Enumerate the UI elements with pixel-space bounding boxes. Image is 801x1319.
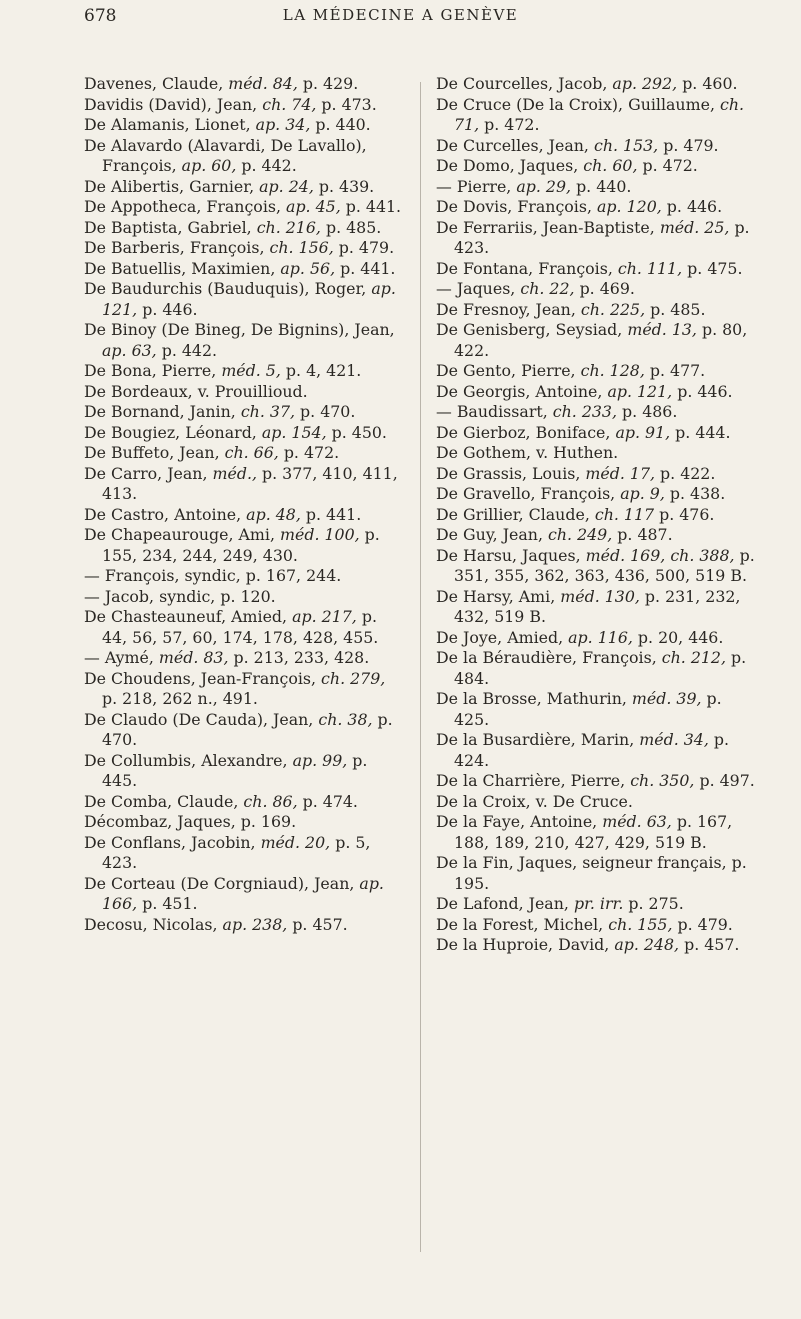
entry-reference: ap. 60,	[181, 156, 237, 175]
entry-text: De Gothem, v. Huthen.	[436, 443, 619, 462]
entry-reference: ch. 37,	[240, 402, 296, 421]
entry-reference: ch. 350,	[630, 771, 695, 790]
entry-text: De Castro, Antoine,	[84, 504, 247, 524]
entry-reference: méd.,	[212, 463, 257, 483]
entry-text: p. 475.	[682, 258, 743, 278]
entry-reference: ap. 116,	[568, 627, 633, 647]
entry-reference: ap. 292,	[612, 74, 678, 93]
index-entry	[84, 792, 404, 813]
entry-reference: ap. 154,	[261, 422, 327, 442]
entry-reference: ch. 71,	[454, 94, 745, 134]
entry-text: De Collumbis, Alexandre,	[84, 750, 293, 770]
entry-text: De Gento, Pierre,	[436, 361, 581, 380]
entry-text: p. 424.	[454, 730, 730, 770]
entry-reference: ch. 212,	[661, 648, 726, 667]
index-entry	[436, 505, 756, 526]
entry-reference: ch. 111,	[617, 258, 683, 278]
entry-text: p. 377, 410, 411, 413.	[102, 463, 398, 503]
entry-text: De Gierboz, Boniface,	[436, 422, 616, 442]
entry-reference: méd. 169, ch. 388,	[585, 545, 735, 565]
entry-text: De Ferrariis, Jean-Baptiste,	[436, 217, 660, 237]
entry-text: De Georgis, Antoine,	[436, 381, 608, 401]
index-entry	[436, 812, 756, 853]
entry-text: De Baudurchis (Bauduquis), Roger,	[84, 279, 372, 298]
entry-reference: ap. 121,	[102, 279, 396, 319]
entry-text: p. 5, 423.	[102, 832, 371, 872]
entry-reference: méd. 17,	[585, 463, 656, 483]
column-divider	[420, 82, 421, 1252]
entry-reference: ch. 249,	[548, 525, 613, 544]
entry-text: p. 438.	[664, 484, 726, 503]
entry-text: p. 351, 355, 362, 363, 436, 500, 519 B.	[454, 545, 755, 585]
index-entry	[84, 382, 404, 403]
entry-text: De Lafond, Jean,	[436, 894, 574, 913]
entry-reference: ap. 48,	[246, 504, 301, 524]
entry-text: De Grassis, Louis,	[436, 463, 586, 483]
entry-text: De Domo, Jaques,	[436, 156, 584, 175]
entry-text: p. 477.	[644, 361, 706, 380]
entry-text: p. 485.	[320, 217, 382, 237]
left-column	[84, 74, 404, 935]
entry-text: p. 472.	[479, 115, 540, 134]
entry-text: De Harsu, Jaques,	[436, 545, 586, 565]
entry-text: p. 80, 422.	[454, 320, 748, 360]
entry-reference: ap. 34,	[255, 115, 311, 134]
entry-reference: ch. 233,	[552, 402, 618, 421]
index-entry	[84, 259, 404, 280]
entry-text: De Barberis, François,	[84, 238, 270, 257]
entry-text: p. 479.	[672, 914, 733, 934]
entry-reference: ap. 24,	[259, 176, 314, 196]
entry-reference: ap. 91,	[615, 422, 671, 442]
entry-reference: méd. 5,	[221, 361, 281, 380]
entry-reference: ap. 56,	[280, 258, 336, 278]
entry-reference: ch. 128,	[580, 361, 645, 380]
entry-text: De la Brosse, Mathurin,	[436, 689, 632, 708]
entry-reference: ch. 86,	[243, 791, 298, 811]
entry-text: De Fresnoy, Jean,	[436, 299, 581, 319]
index-entry	[84, 566, 404, 587]
entry-text: p. 479.	[333, 238, 395, 257]
index-entry	[436, 320, 756, 361]
entry-text: De Bornand, Janin,	[84, 402, 241, 421]
index-entry	[436, 894, 756, 915]
entry-text: De Batuellis, Maximien,	[84, 258, 281, 278]
index-entry	[436, 218, 756, 259]
index-entry	[84, 136, 404, 177]
entry-text: p. 497.	[694, 771, 755, 790]
index-entry	[84, 74, 404, 95]
entry-text: De Claudo (De Cauda), Jean,	[84, 709, 319, 729]
entry-text: p. 476.	[654, 504, 715, 524]
entry-text: De Bordeaux, v. Prouillioud.	[84, 381, 308, 401]
page-number: 678	[84, 6, 117, 26]
index-entry	[84, 607, 404, 648]
entry-text: De Corteau (De Corgniaud), Jean,	[84, 873, 360, 893]
index-entry	[436, 382, 756, 403]
index-entry	[436, 361, 756, 382]
entry-text: p. 231, 232, 432, 519 B.	[454, 586, 741, 626]
index-entry	[436, 935, 756, 956]
entry-text: p. 460.	[677, 74, 738, 93]
entry-reference: ap. 217,	[292, 607, 357, 626]
entry-text: p. 479.	[658, 135, 719, 155]
index-entry	[436, 300, 756, 321]
entry-text: p. 457.	[287, 914, 348, 934]
entry-reference: ap. 9,	[620, 484, 665, 503]
index-entry	[84, 423, 404, 444]
entry-text: De Alavardo (Alavardi, De Lavallo), François,	[84, 135, 367, 175]
index-entry	[84, 197, 404, 218]
entry-text: p. 275.	[623, 894, 684, 913]
entry-reference: ap. 248,	[614, 935, 680, 954]
entry-text: p. 450.	[326, 422, 387, 442]
entry-text: De la Faye, Antoine,	[436, 812, 603, 831]
index-entry	[84, 177, 404, 198]
entry-text: p. 485.	[645, 299, 706, 319]
entry-text: p. 442.	[236, 156, 297, 175]
index-entry	[84, 525, 404, 566]
entry-text: p. 441.	[340, 197, 402, 216]
entry-text: p. 473.	[316, 94, 377, 114]
entry-text: De Binoy (De Bineg, De Bignins), Jean,	[84, 320, 395, 339]
entry-text: p. 486.	[617, 402, 678, 421]
entry-text: p. 446.	[661, 197, 723, 216]
index-entry	[84, 751, 404, 792]
index-entry	[84, 587, 404, 608]
entry-text: Davidis (David), Jean,	[84, 94, 263, 114]
index-entry	[84, 218, 404, 239]
entry-text: De Appotheca, François,	[84, 197, 287, 216]
index-entry	[84, 710, 404, 751]
index-entry	[436, 915, 756, 936]
entry-text: p. 441.	[300, 504, 362, 524]
entry-reference: ch. 156,	[269, 238, 334, 257]
index-entry	[84, 402, 404, 423]
entry-text: p. 469.	[574, 279, 635, 298]
index-entry	[436, 95, 756, 136]
entry-reference: ap. 166,	[102, 873, 384, 913]
entry-text: — Pierre,	[436, 176, 517, 196]
entry-text: — Aymé,	[84, 648, 159, 667]
entry-text: p. 20, 446.	[632, 627, 724, 647]
entry-reference: ch. 60,	[583, 156, 638, 175]
index-entry	[436, 546, 756, 587]
index-entry	[84, 279, 404, 320]
index-entry	[436, 484, 756, 505]
entry-text: De Chapeaurouge, Ami,	[84, 525, 280, 544]
entry-text: De la Fin, Jaques, seigneur français, p. 195.	[436, 853, 747, 893]
entry-reference: ch. 279,	[321, 668, 386, 688]
entry-reference: ap. 99,	[292, 750, 348, 770]
entry-text: Decosu, Nicolas,	[84, 914, 223, 934]
entry-reference: ap. 120,	[597, 197, 662, 216]
running-title: LA MÉDECINE A GENÈVE	[282, 6, 519, 24]
entry-reference: méd. 20,	[260, 832, 331, 852]
entry-reference: ap. 238,	[222, 914, 288, 934]
entry-reference: ch. 74,	[262, 94, 317, 114]
entry-text: De la Charrière, Pierre,	[436, 771, 631, 790]
index-entry	[436, 74, 756, 95]
entry-reference: ch. 216,	[256, 217, 321, 237]
entry-text: De Courcelles, Jacob,	[436, 74, 613, 93]
entry-text: p. 446.	[672, 381, 733, 401]
entry-reference: ch. 66,	[224, 443, 279, 462]
index-entry	[84, 833, 404, 874]
entry-text: De Dovis, François,	[436, 197, 598, 216]
entry-reference: ap. 121,	[607, 381, 673, 401]
entry-reference: ch. 117	[594, 504, 655, 524]
index-entry	[436, 197, 756, 218]
index-entry	[436, 423, 756, 444]
entry-reference: méd. 63,	[602, 812, 672, 831]
index-entry	[436, 771, 756, 792]
index-entry	[436, 177, 756, 198]
entry-text: — Baudissart,	[436, 402, 553, 421]
entry-text: p. 44, 56, 57, 60, 174, 178, 428, 455.	[102, 607, 379, 647]
entry-text: De Joye, Amied,	[436, 627, 569, 647]
entry-reference: méd. 13,	[627, 320, 697, 339]
entry-text: p. 218, 262 n., 491.	[102, 689, 258, 708]
entry-text: De Baptista, Gabriel,	[84, 217, 257, 237]
entry-text: De Carro, Jean,	[84, 463, 213, 483]
entry-text: — François, syndic, p. 167, 244.	[84, 566, 342, 585]
entry-reference: ch. 38,	[318, 709, 373, 729]
entry-text: p. 446.	[137, 299, 198, 319]
index-entry	[84, 361, 404, 382]
index-entry	[84, 669, 404, 710]
entry-text: p. 472.	[637, 156, 698, 175]
entry-text: p. 423.	[454, 217, 750, 257]
index-entry	[84, 915, 404, 936]
index-entry	[84, 812, 404, 833]
entry-text: p. 470.	[295, 402, 356, 421]
index-entry	[436, 853, 756, 894]
entry-text: De Chasteauneuf, Amied,	[84, 607, 293, 626]
entry-text: p. 167, 188, 189, 210, 427, 429, 519 B.	[454, 812, 733, 852]
index-entry	[436, 279, 756, 300]
index-entry	[436, 443, 756, 464]
entry-text: De Genisberg, Seysiad,	[436, 320, 628, 339]
index-entry	[436, 628, 756, 649]
entry-reference: ch. 155,	[608, 914, 673, 934]
entry-text: De la Forest, Michel,	[436, 914, 609, 934]
entry-reference: méd. 83,	[158, 648, 229, 667]
entry-text: p. 445.	[102, 750, 368, 790]
entry-reference: ch. 153,	[593, 135, 659, 155]
page-header	[0, 6, 801, 36]
entry-text: p. 440.	[310, 115, 371, 134]
entry-reference: ch. 225,	[580, 299, 646, 319]
right-column	[436, 74, 756, 956]
entry-text: Décombaz, Jaques, p. 169.	[84, 812, 297, 831]
entry-text: p. 422.	[655, 463, 716, 483]
index-columns	[84, 74, 754, 1314]
index-entry	[436, 136, 756, 157]
entry-text: De Gravello, François,	[436, 484, 621, 503]
index-entry	[84, 648, 404, 669]
entry-text: p. 487.	[612, 525, 673, 544]
entry-text: p. 442.	[156, 340, 218, 360]
entry-text: De Fontana, François,	[436, 258, 618, 278]
entry-text: p. 457.	[679, 935, 740, 954]
entry-text: De la Béraudière, François,	[436, 648, 662, 667]
entry-text: p. 429.	[297, 74, 359, 93]
entry-text: De la Huproie, David,	[436, 935, 615, 954]
entry-text: p. 155, 234, 244, 249, 430.	[102, 525, 380, 565]
entry-text: De Bougiez, Léonard,	[84, 422, 262, 442]
entry-text: De Alamanis, Lionet,	[84, 115, 256, 134]
entry-text: p. 474.	[297, 791, 358, 811]
entry-text: De Alibertis, Garnier,	[84, 176, 260, 196]
entry-text: p. 470.	[102, 709, 393, 749]
index-entry	[436, 259, 756, 280]
index-entry	[436, 402, 756, 423]
entry-text: De Harsy, Ami,	[436, 586, 561, 606]
entry-text: De Conflans, Jacobin,	[84, 832, 261, 852]
index-entry	[84, 320, 404, 361]
entry-text: De Cruce (De la Croix), Guillaume,	[436, 94, 720, 114]
entry-reference: ch. 22,	[520, 279, 575, 298]
index-entry	[84, 443, 404, 464]
index-entry	[436, 464, 756, 485]
index-entry	[436, 156, 756, 177]
index-entry	[436, 525, 756, 546]
entry-text: p. 472.	[278, 443, 340, 462]
entry-text: p. 441.	[335, 258, 396, 278]
entry-reference: méd. 100,	[280, 525, 360, 544]
entry-text: — Jacob, syndic, p. 120.	[84, 586, 276, 606]
entry-text: De Guy, Jean,	[436, 525, 549, 544]
entry-text: De Comba, Claude,	[84, 791, 244, 811]
entry-text: De Curcelles, Jean,	[436, 135, 594, 155]
index-entry	[84, 464, 404, 505]
entry-text: De Grillier, Claude,	[436, 504, 595, 524]
entry-text: De la Croix, v. De Cruce.	[436, 791, 633, 811]
index-entry	[436, 792, 756, 813]
entry-reference: méd. 39,	[631, 689, 702, 708]
entry-reference: ap. 45,	[286, 197, 341, 216]
index-entry	[84, 874, 404, 915]
index-entry	[84, 115, 404, 136]
index-entry	[84, 95, 404, 116]
entry-text: De la Busardière, Marin,	[436, 730, 640, 749]
entry-reference: méd. 25,	[659, 217, 730, 237]
entry-reference: pr. irr.	[573, 894, 624, 913]
entry-text: De Buffeto, Jean,	[84, 443, 225, 462]
entry-text: De Bona, Pierre,	[84, 361, 222, 380]
entry-text: p. 439.	[313, 176, 375, 196]
entry-text: p. 484.	[454, 648, 747, 688]
index-entry	[84, 238, 404, 259]
entry-reference: méd. 130,	[560, 586, 640, 606]
entry-text: p. 4, 421.	[280, 361, 362, 380]
index-entry	[436, 587, 756, 628]
entry-text: p. 213, 233, 428.	[228, 648, 370, 667]
entry-text: p. 440.	[571, 176, 632, 196]
index-entry	[436, 730, 756, 771]
entry-text: p. 425.	[454, 689, 722, 729]
entry-reference: méd. 34,	[639, 730, 709, 749]
entry-text: De Choudens, Jean-François,	[84, 668, 322, 688]
entry-reference: méd. 84,	[228, 74, 298, 93]
index-entry	[436, 648, 756, 689]
entry-text: — Jaques,	[436, 279, 521, 298]
entry-text: p. 451.	[137, 894, 198, 913]
index-entry	[436, 689, 756, 730]
entry-text: p. 444.	[670, 422, 731, 442]
entry-text: Davenes, Claude,	[84, 74, 229, 93]
entry-reference: ap. 63,	[102, 340, 157, 360]
entry-reference: ap. 29,	[516, 176, 572, 196]
index-entry	[84, 505, 404, 526]
